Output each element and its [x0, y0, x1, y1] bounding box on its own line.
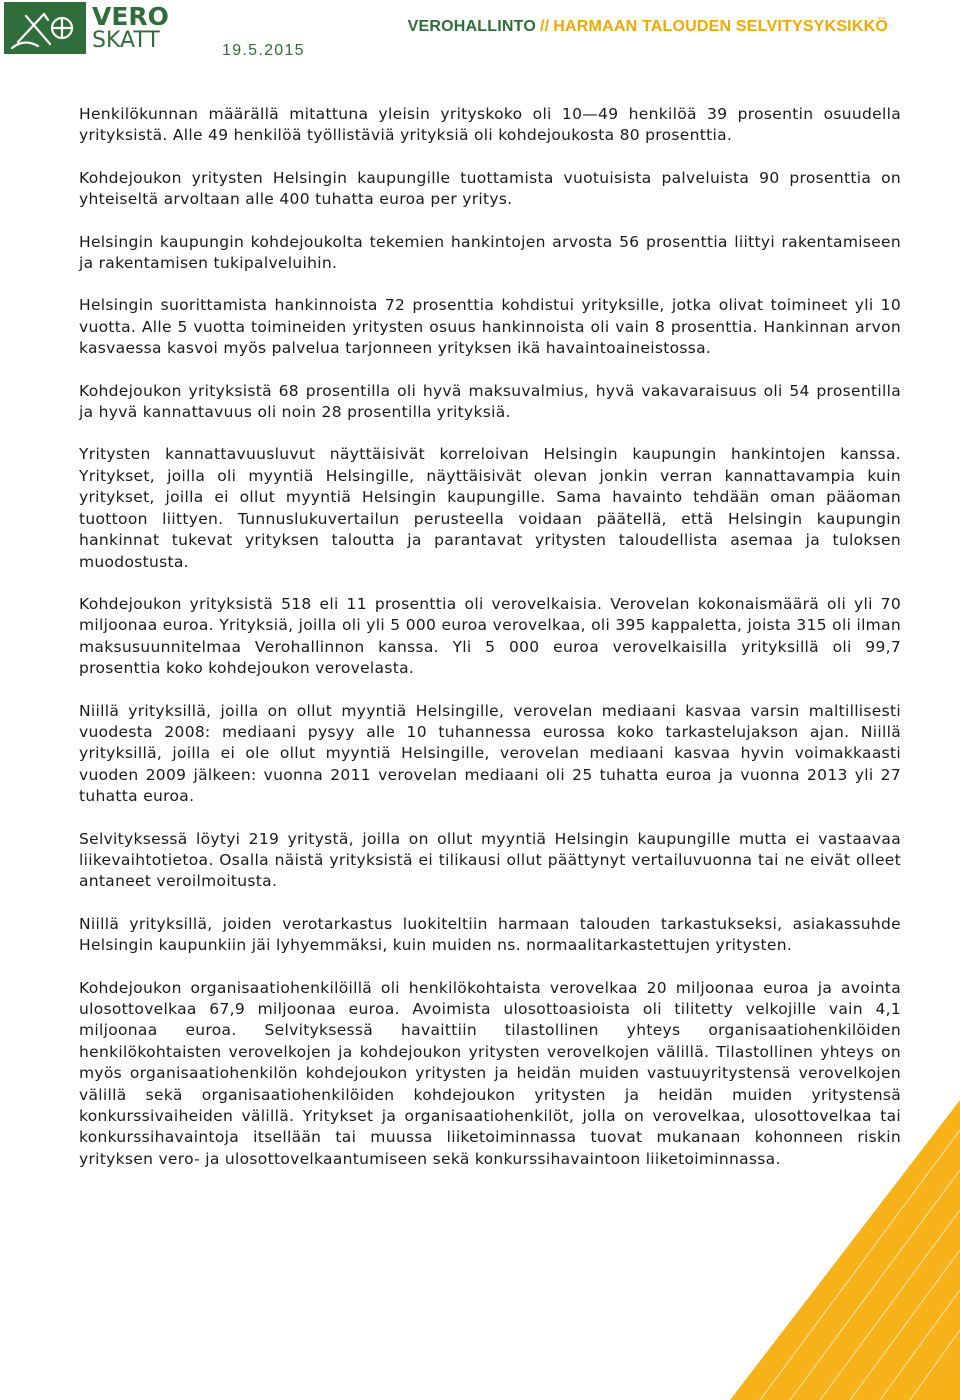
body-paragraph: Kohdejoukon yrityksistä 68 prosentilla oli hyvä maksuvalmius, hyvä vakavaraisuus oli 54 prosentilla ja hyvä kannattavuus oli noin 28 prosentilla yrityksiä.: [79, 381, 901, 422]
body-paragraph: Yritysten kannattavuusluvut näyttäisivät korreloivan Helsingin kaupungin hankintojen kanssa. Yritykset, joilla oli myyntiä Helsingille, näyttäisivät olevan jonkin verran kannattavampia kuin yritykset, joilla ei ollut myyntiä Helsingin kaupungille. Sama havainto tehdään oman pääoman tuottoon liittyen. Tunnuslukuvertailun perusteella voidaan päätellä, että Helsingin kaupungin hankinnat tukevat yrityksen taloutta ja parantavat yritysten taloudellista asemaa ja tuloksen muodostusta.: [79, 445, 901, 571]
organization-separator: //: [539, 18, 550, 35]
logo-line-skatt: SKATT: [92, 28, 160, 53]
body-paragraph: Selvityksessä löytyi 219 yritystä, joilla on ollut myyntiä Helsingin kaupungille mutta ei vastaavaa liikevaihtotietoa. Osalla näistä yrityksistä ei tilikausi ollut päättynyt vertailuvuonna tai ne eivät olleet antaneet veroilmoitusta.: [79, 829, 901, 891]
body-paragraph: Kohdejoukon yrityksistä 518 eli 11 prosenttia oli verovelkaisia. Verovelan kokonaismäärä oli yli 70 miljoonaa euroa. Yrityksiä, joilla oli yli 5 000 euroa verovelkaa, oli 395 kappaletta, joista 315 oli ilman maksusuunnitelmaa Verohallinnon kanssa. Yli 5 000 euroa verovelkaisilla yrityksillä oli 99,7 prosenttia koko kohdejoukon verovelasta.: [79, 594, 901, 678]
organization-unit: HARMAAN TALOUDEN SELVITYSYKSIKKÖ: [553, 18, 888, 35]
body-paragraph: Henkilökunnan määrällä mitattuna yleisin yrityskoko oli 10—49 henkilöä 39 prosentin osuudella yrityksistä. Alle 49 henkilöä työllistäviä yrityksiä oli kohdejoukosta 80 prosenttia.: [79, 105, 901, 145]
body-paragraph: Niillä yrityksillä, joiden verotarkastus luokiteltiin harmaan talouden tarkastukseksi, asiakassuhde Helsingin kaupunkiin jäi lyhyemmäksi, kuin muiden ns. normaalitarkastettujen yritysten.: [79, 914, 901, 955]
body-paragraph: Kohdejoukon organisaatiohenkilöillä oli henkilökohtaista verovelkaa 20 miljoonaa euroa ja avointa ulosottovelkaa 67,9 miljoonaa euroa. Avoimista ulosottoasioista oli tilitetty velkojille vain 4,1 miljoonaa euroa. Selvityksessä havaittiin tilastollinen yhteys organisaatiohenkilöiden henkilökohtaisten verovelkojen ja kohdejoukon yritysten verovelkojen välillä. Tilastollinen yhteys on myös organisaatiohenkilön kohdejoukon yritysten ja heidän muiden vastuuyritystensä verovelkojen välillä sekä organisaatiohenkilöiden kohdejoukon yritysten ja heidän muiden yritystensä konkurssivaiheiden välillä. Yritykset ja organisaatiohenkilöt, jolla on verovelkaa, ulosottovelkaa tai konkurssihavaintoja itsellään tai muussa liiketoiminnassa tuovat mukanaan kohonneen riskin yrityksen vero- ja ulosottovelkaantumiseen sekä konkurssihavaintoon liiketoiminnassa.: [79, 978, 901, 1168]
organization-title: [408, 18, 888, 36]
document-body: [79, 104, 901, 1191]
vero-skatt-logo: [4, 2, 174, 54]
body-paragraph: Kohdejoukon yritysten Helsingin kaupungille tuottamista vuotuisista palveluista 90 prosenttia on yhteiseltä arvoltaan alle 400 tuhatta euroa per yritys.: [79, 168, 901, 209]
tax-administration-emblem-icon: [4, 2, 86, 54]
logo-line-vero: VERO: [92, 2, 169, 31]
organization-name: VEROHALLINTO: [407, 18, 536, 35]
body-paragraph: Helsingin kaupungin kohdejoukolta tekemien hankintojen arvosta 56 prosenttia liittyi rakentamiseen ja rakentamisen tukipalveluihin.: [79, 232, 901, 273]
logo-wordmark: [92, 2, 169, 52]
page-header: [0, 0, 960, 70]
yellow-diagonal-triangle-decoration: [730, 1100, 960, 1400]
body-paragraph: Helsingin suorittamista hankinnoista 72 prosenttia kohdistui yrityksille, jotka olivat toimineet yli 10 vuotta. Alle 5 vuotta toimineiden yritysten osuus hankinnoista oli vain 8 prosenttia. Hankinnan arvon kasvaessa kasvoi myös palvelua tarjonneen yrityksen ikä havaintoaineistossa.: [79, 296, 901, 358]
body-paragraph: Niillä yrityksillä, joilla on ollut myyntiä Helsingille, verovelan mediaani kasvaa varsin maltillisesti vuodesta 2008: mediaani pysyy alle 10 tuhannessa eurossa koko tarkastelujakson ajan. Niillä yrityksillä, joilla ei ole ollut myyntiä Helsingille, verovelan mediaani kasvaa hyvin voimakkaasti vuoden 2009 jälkeen: vuonna 2011 verovelan mediaani oli 25 tuhatta euroa ja vuonna 2013 yli 27 tuhatta euroa.: [79, 701, 901, 806]
document-date: 19.5.2015: [222, 42, 305, 59]
